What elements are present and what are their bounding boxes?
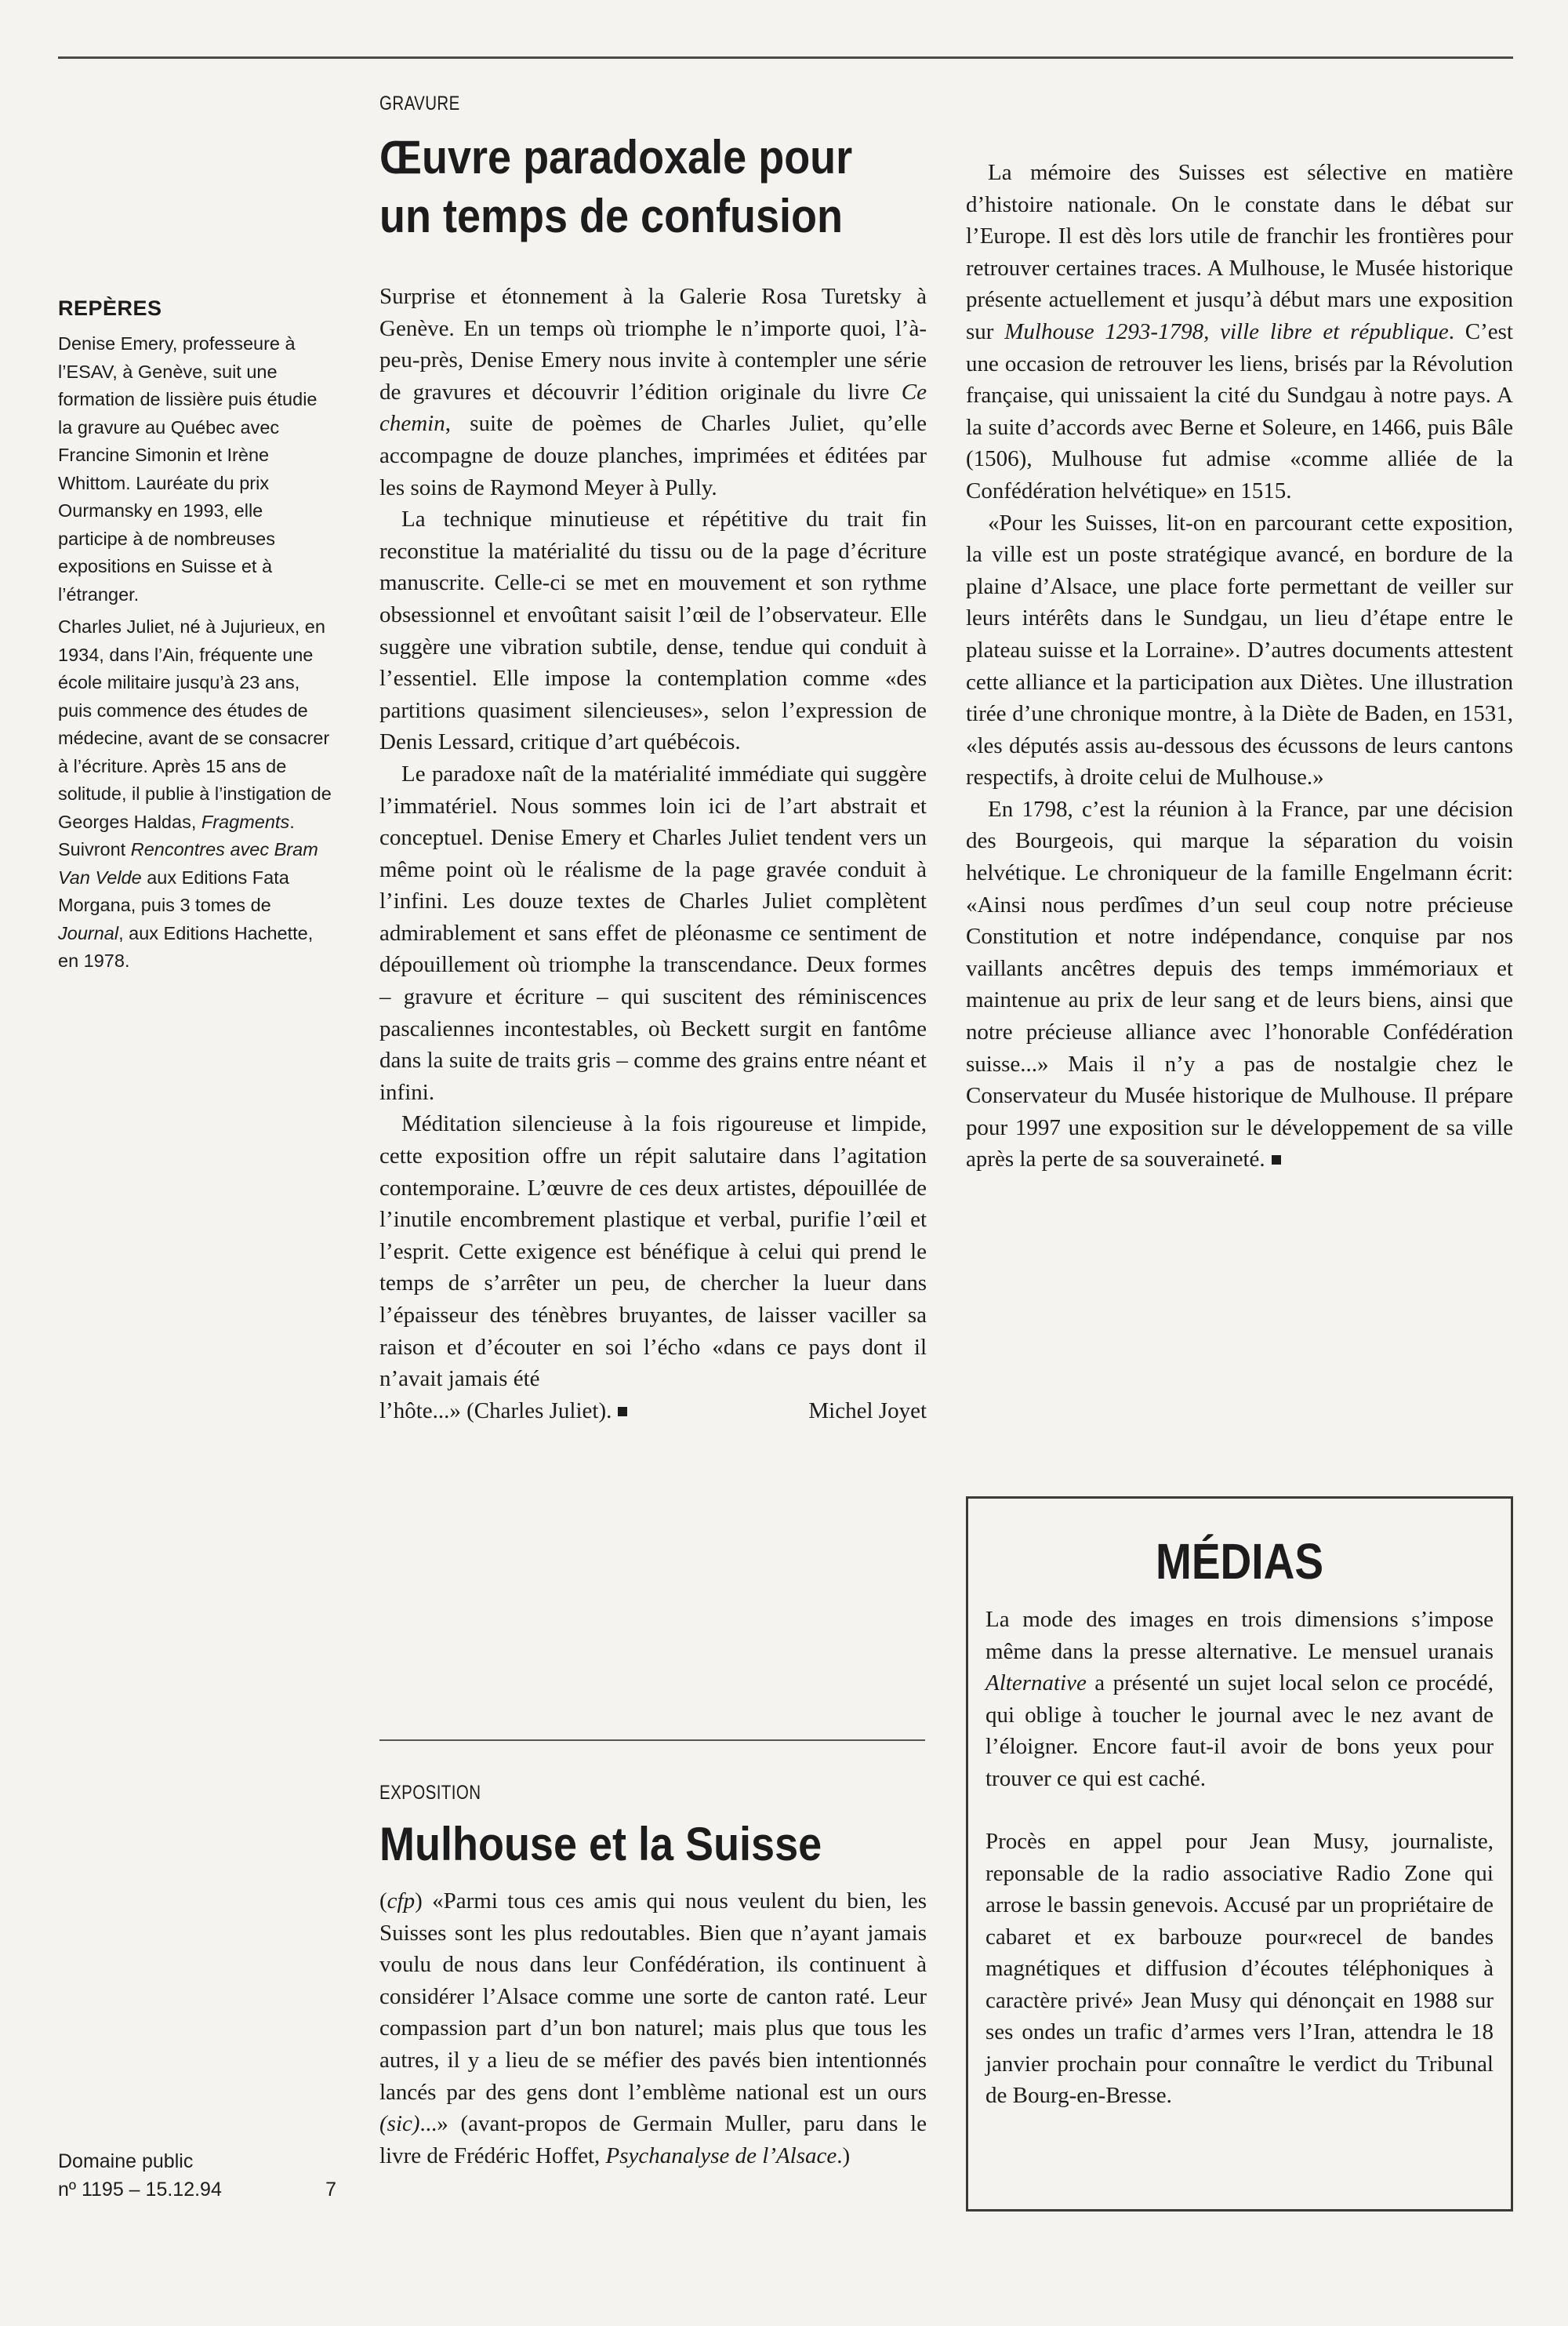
medias-paragraph: La mode des images en trois dimensions s’impose même dans la presse alternative. Le mensuel uranais Alternative a présenté un sujet local selon ce procédé, qui oblige à toucher le journal avec le nez avant de l’éloigner. Encore faut-il avoir de bons yeux pour trouver ce qui est caché. (985, 1607, 1494, 1791)
reperes-charles-juliet: Charles Juliet, né à Jujurieux, en 1934, dans l’Ain, fréquente une école militaire jusqu’à 23 ans, puis commence des études de médecine, avant de se consacrer à l’écriture. Après 15 ans de solitude, il publie à l’instigation de Georges Haldas, Fragments. Suivront Rencontres avec Bram Van Velde aux Editions Fata Morgana, puis 3 tomes de Journal, aux Editions Hachette, en 1978. (58, 616, 332, 971)
issue-number: nº 1195 – 15.12.94 (58, 2179, 222, 2201)
medias-box (966, 1496, 1513, 2212)
article1-signature-line: l’hôte...» (Charles Juliet). Michel Joyet (379, 1395, 927, 1427)
reperes-denise-emery: Denise Emery, professeure à l’ESAV, à Genève, suit une formation de lissière puis étudie la gravure au Québec avec Francine Simonin et Irène Whittom. Lauréate du prix Ourmansky en 1993, elle participe à de nombreuses expositions en Suisse et à l’étranger. (58, 333, 318, 605)
article2-paragraph: «Pour les Suisses, lit-on en parcourant cette exposition, la ville est un poste stratégique avancé, en bordure de la plaine d’Alsace, une place forte permettant de veiller sur leurs intérêts dans le Sundgau, un lieu d’étape entre le plateau suisse et la Lorraine». D’autres documents attestent cette alliance et la participation aux Diètes. Une illustration tirée d’une chronique montre, à la Diète de Baden, en 1531, «les députés assis au-dessous des écussons de leurs cantons respectifs, à droite celui de Mulhouse.» (966, 510, 1513, 790)
article1-kicker: GRAVURE (379, 93, 460, 114)
publication-name: Domaine public (58, 2150, 194, 2172)
article-divider (379, 1739, 925, 1741)
article1-paragraph: Méditation silencieuse à la fois rigoureuse et limpide, cette exposition offre un répit salutaire dans l’agitation contemporaine. L’œuvre de ces deux artistes, dépouillée de l’inutile encombrement plastique et verbal, purifie l’œil et l’esprit. Cette exigence est bénéfique à celui qui prend le temps de s’arrêter un peu, de chercher la lueur dans l’épaisseur des ténèbres bruyantes, de laisser vaciller sa raison et d’écouter en soi l’écho «dans ce pays dont il n’avait jamais été (379, 1111, 927, 1392)
medias-body (985, 1604, 1494, 2112)
reperes-sidebar (58, 294, 334, 980)
reperes-heading: REPÈRES (58, 296, 162, 320)
article2-body-col2 (966, 157, 1513, 1176)
article2-headline: Mulhouse et la Suisse (379, 1818, 822, 1870)
article1-paragraph: Le paradoxe naît de la matérialité immédiate qui suggère l’immatériel. Nous sommes loin ici de l’art abstrait et conceptuel. Denise Emery et Charles Juliet tendent vers un même point où le réalisme de la page gravée conduit à l’infini. Les douze textes de Charles Juliet complètent admirablement et sans effet de pléonasme ce sentiment de dépouillement où triomphe la transcendance. Deux formes – gravure et écriture – qui suscitent des réminiscences pascaliennes incontestables, où Beckett surgit en fantôme dans la suite de traits gris – comme des grains entre néant et infini. (379, 761, 927, 1105)
medias-title: MÉDIAS (1155, 1533, 1324, 1590)
article1-body (379, 281, 927, 1426)
end-mark-icon (1272, 1155, 1281, 1165)
article1-headline: Œuvre paradoxale pour un temps de confusion (379, 131, 853, 242)
page-number: 7 (325, 2179, 336, 2201)
article1-paragraph: Surprise et étonnement à la Galerie Rosa Turetsky à Genève. En un temps où triomphe le n’importe quoi, l’à-peu-près, Denise Emery nous invite à contempler une série de gravures et découvrir l’édition originale du livre Ce chemin, suite de poèmes de Charles Juliet, qu’elle accompagne de douze planches, imprimées et éditées par les soins de Raymond Meyer à Pully. (379, 284, 927, 500)
medias-paragraph: Procès en appel pour Jean Musy, journaliste, reponsable de la radio associative Radio Zone qui arrose le bassin genevois. Accusé par un propriétaire de cabaret et ex barbouze pour«recel de bandes magnétiques et diffusion d’écoutes téléphoniques à caractère privé» Jean Musy qui dénonçait en 1988 sur ses ondes un trafic d’armes vers l’Iran, attendra le 18 janvier prochain pour connaître le verdict du Tribunal de Bourg-en-Bresse. (985, 1829, 1494, 2108)
article1-paragraph: La technique minutieuse et répétitive du trait fin reconstitue la matérialité du tissu ou de la page d’écriture manuscrite. Celle-ci se met en mouvement et son rythme obsessionnel et envoûtant saisit l’œil de l’observateur. Elle suggère une vibration subtile, dense, tendue qui conduit à l’essentiel. Elle impose la contemplation comme «des partitions quasiment silencieuses», selon l’expression de Denis Lessard, critique d’art québécois. (379, 507, 927, 755)
end-mark-icon (618, 1407, 627, 1416)
top-rule (58, 56, 1513, 59)
article2-paragraph: (cfp) «Parmi tous ces amis qui nous veulent du bien, les Suisses sont les plus redoutables. Bien que n’ayant jamais voulu de nous dans leur Confédération, ils continuent à considérer l’Alsace comme une sorte de canton raté. Leur compassion part d’un bon naturel; mais plus que tous les autres, il y a lieu de se méfier des pavés bien intentionnés lancés par des gens dont l’emblème national est un ours (sic)...» (avant-propos de Germain Muller, paru dans le livre de Frédéric Hoffet, Psychanalyse de l’Alsace.) (379, 1888, 927, 2168)
article2-body-col1 (379, 1885, 927, 2172)
page-footer (58, 2147, 340, 2204)
article2-kicker: EXPOSITION (379, 1782, 481, 1804)
article2-paragraph: En 1798, c’est la réunion à la France, par une décision des Bourgeois, qui marque la séparation du voisin helvétique. Le chroniqueur de la famille Engelmann écrit: «Ainsi nous perdîmes d’un seul coup notre précieuse Constitution et notre indépendance, conquise par nos vaillants ancêtres depuis des temps immémoriaux et maintenue au prix de leur sang et de leurs biens, ainsi que notre précieuse alliance avec l’honorable Confédération suisse...» Mais il n’y a pas de nostalgie chez le Conservateur du Musée historique de Mulhouse. Il prépare pour 1997 une exposition sur le développement de sa ville après la perte de sa souveraineté. (966, 796, 1513, 1172)
article1-author: Michel Joyet (808, 1397, 927, 1423)
article2-paragraph: La mémoire des Suisses est sélective en matière d’histoire nationale. On le constate dans le débat sur l’Europe. Il est dès lors utile de franchir les frontières pour retrouver certaines traces. A Mulhouse, le Musée historique présente actuellement et jusqu’à début mars une exposition sur Mulhouse 1293-1798, ville libre et république. C’est une occasion de retrouver les liens, brisés par la Révolution française, qui unissaient la cité du Sundgau à notre pays. A la suite d’accords avec Berne et Soleure, en 1466, puis Bâle (1506), Mulhouse fut admise «comme alliée de la Confédération helvétique» en 1515. (966, 160, 1513, 503)
